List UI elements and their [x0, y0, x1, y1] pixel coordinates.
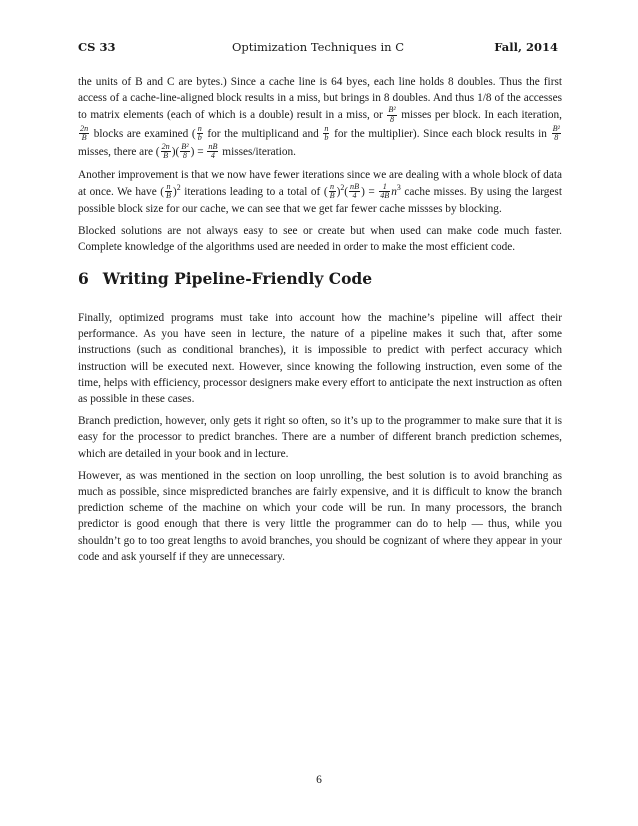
text-run: blocks are examined (: [90, 127, 196, 140]
fraction-numerator: B²: [181, 141, 189, 151]
exponent: 2: [176, 183, 181, 193]
math-variable: n: [391, 185, 397, 198]
fraction-denominator: 4: [210, 151, 215, 161]
header-course: CS 33: [78, 40, 116, 54]
fraction-numerator: 1: [379, 183, 390, 193]
text-run: ) =: [361, 185, 379, 198]
fraction-numerator: n: [166, 181, 171, 191]
body-text-section: [78, 310, 562, 571]
text-run: (: [344, 185, 349, 198]
text-run: the units of B and C are bytes.) Since a cache line is 64 byes, each line holds 8 doubles. Thus the first access of a cache-line-aligned block results in a miss, but brings in 8 doubles. And thus 1/8 of the accesses to matrix elements (each of which is a double) result in a miss, or: [78, 76, 562, 122]
fraction-numerator: n: [197, 123, 202, 133]
paragraph-cache-misses: [78, 74, 562, 161]
paragraph-avoid-branching: However, as was mentioned in the section on loop unrolling, the best solution is to avoid branching as much as possible, since mispredicted branches are fairly expensive, and it is difficult to know the branch prediction scheme of the machine on which your code will be run. In many processors, the branch predictor is good enough that there is very little the programmer can do to help — thus, while you shouldn’t go to too great lengths to avoid branches, you should be cognizant of where they appear in your code and ask yourself if they are unnecessary.: [78, 469, 562, 563]
fraction-denominator: B: [163, 151, 169, 161]
paragraph-fewer-iterations: [78, 167, 562, 218]
text-run: misses, there are (: [78, 145, 160, 158]
paragraph-blocked-solutions: Blocked solutions are not always easy to see or create but when used can make code much faster. Complete knowledge of the algorithms used are needed in order to make the most efficient code.: [78, 225, 562, 254]
fraction-n-over-b: [165, 183, 172, 201]
text-run: ): [172, 185, 177, 198]
fraction-n-over-b: [323, 125, 329, 143]
fraction-numerator: n: [324, 123, 329, 133]
fraction-2n-over-b: [161, 143, 171, 161]
page-number: 6: [316, 774, 322, 786]
section-number: 6: [78, 269, 89, 288]
fraction-denominator: B: [329, 191, 335, 201]
section-heading: [78, 269, 372, 288]
fraction-n-over-b: [197, 125, 203, 143]
fraction-numerator: n: [330, 181, 335, 191]
fraction-denominator: 8: [554, 133, 559, 143]
fraction-denominator: B: [166, 191, 171, 201]
fraction-b2-over-8: [552, 125, 561, 143]
fraction-numerator: nB: [350, 181, 360, 191]
fraction-1-over-4b: [379, 183, 390, 201]
fraction-2n-over-b: [79, 125, 89, 143]
fraction-denominator: b: [324, 133, 329, 143]
fraction-denominator: 4B: [380, 191, 390, 201]
fraction-numerator: B²: [388, 105, 396, 115]
text-run: for the multiplicand and: [203, 127, 323, 140]
fraction-numerator: 2n: [161, 141, 170, 151]
fraction-numerator: B²: [552, 123, 560, 133]
text-run: cache misses. By using the largest possible block size for our cache, we can see that we get far fewer cache missses by blocking.: [78, 185, 562, 215]
fraction-denominator: 8: [182, 151, 187, 161]
fraction-numerator: 2n: [80, 123, 89, 133]
fraction-denominator: B: [81, 133, 87, 143]
fraction-numerator: nB: [208, 141, 218, 151]
text-run: misses/iteration.: [219, 145, 297, 158]
exponent: 2: [340, 183, 345, 193]
fraction-n-over-b: [329, 183, 336, 201]
exponent: 3: [396, 183, 401, 193]
fraction-b2-over-8: [180, 143, 189, 161]
fraction-denominator: b: [197, 133, 202, 143]
fraction-nb-over-4: [349, 183, 360, 201]
text-run: ): [336, 185, 341, 198]
paragraph-branch-prediction: Branch prediction, however, only gets it right so often, so it’s up to the programmer to make sure that it is easy for the processor to predict branches. There are a number of different branch prediction schemes, which are detailed in your book and in lecture.: [78, 415, 562, 460]
text-run: misses per block. In each iteration,: [397, 109, 562, 122]
fraction-nb-over-4: [207, 143, 218, 161]
paragraph-pipeline: Finally, optimized programs must take into account how the machine’s pipeline will affect their performance. As you have seen in lecture, the nature of a pipeline makes it such that, after some instructions (such as conditional branches), it is impossible to predict with perfect accuracy which instruction will be executed next. However, since knowing the following instruction, even some of the time, helps with efficiency, processor designers make every effort to anticipate the next instruction as often as possible in these cases.: [78, 312, 562, 406]
body-text-top: [78, 74, 562, 262]
text-run: iterations leading to a total of (: [180, 185, 328, 198]
text-run: for the multiplier). Since each block results in: [330, 127, 551, 140]
text-run: Another improvement is that we now have fewer iterations since we are dealing with a whole block of data at once. We have (: [78, 168, 562, 198]
fraction-denominator: 8: [389, 114, 395, 124]
running-header: [78, 40, 558, 56]
header-term: Fall, 2014: [494, 40, 558, 54]
text-run: )(: [171, 145, 180, 158]
fraction-b2-over-8: [387, 106, 396, 124]
fraction-denominator: 4: [352, 191, 357, 201]
text-run: ) =: [190, 145, 207, 158]
header-title: Optimization Techniques in C: [231, 40, 405, 54]
section-title: Writing Pipeline-Friendly Code: [102, 269, 373, 288]
